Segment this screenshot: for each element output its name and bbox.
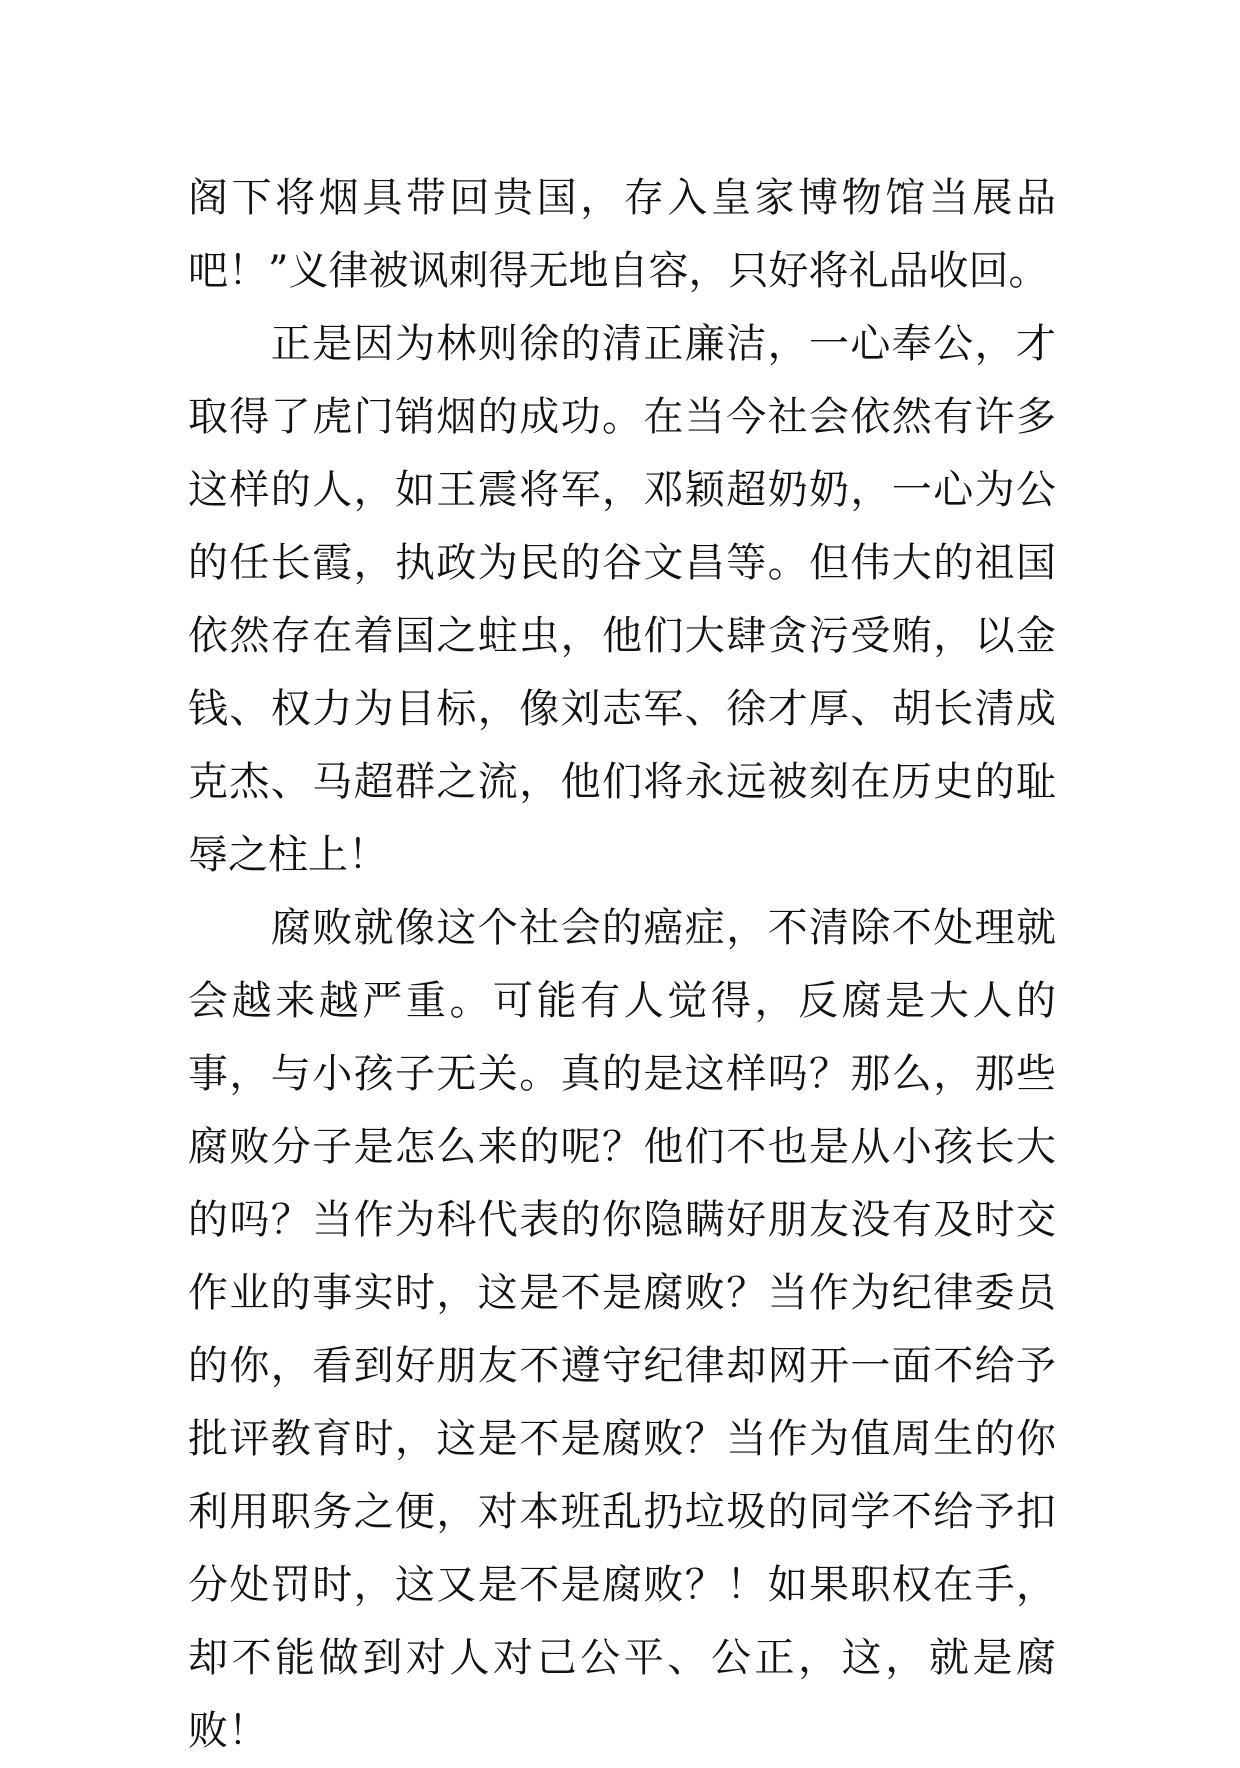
paragraph-1: 阁下将烟具带回贵国，存入皇家博物馆当展品吧！”义律被讽刺得无地自容，只好将礼品收回。 bbox=[188, 175, 1056, 294]
paragraph-2: 正是因为林则徐的清正廉洁，一心奉公，才取得了虎门销烟的成功。在当今社会依然有许多这样的人，如王震将军，邓颖超奶奶，一心为公的任长霞，执政为民的谷文昌等。但伟大的祖国依然存在着国之蛀虫，他们大肆贪污受贿，以金钱、权力为目标，像刘志军、徐才厚、胡长清成克杰、马超群之流，他们将永远被刻在历史的耻辱之柱上！ bbox=[188, 321, 1056, 878]
paragraph-3: 腐败就像这个社会的癌症，不清除不处理就会越来越严重。可能有人觉得，反腐是大人的事，与小孩子无关。真的是这样吗？那么，那些腐败分子是怎么来的呢？他们不也是从小孩长大的吗？当作为科代表的你隐瞒好朋友没有及时交作业的事实时，这是不是腐败？当作为纪律委员的你，看到好朋友不遵守纪律却网开一面不给予批评教育时，这是不是腐败？当作为值周生的你利用职务之便，对本班乱扔垃圾的同学不给予扣分处罚时，这又是不是腐败？！如果职权在手，却不能做到对人对己公平、公正，这，就是腐败！ bbox=[188, 905, 1056, 1754]
document-body bbox=[188, 162, 1056, 1768]
